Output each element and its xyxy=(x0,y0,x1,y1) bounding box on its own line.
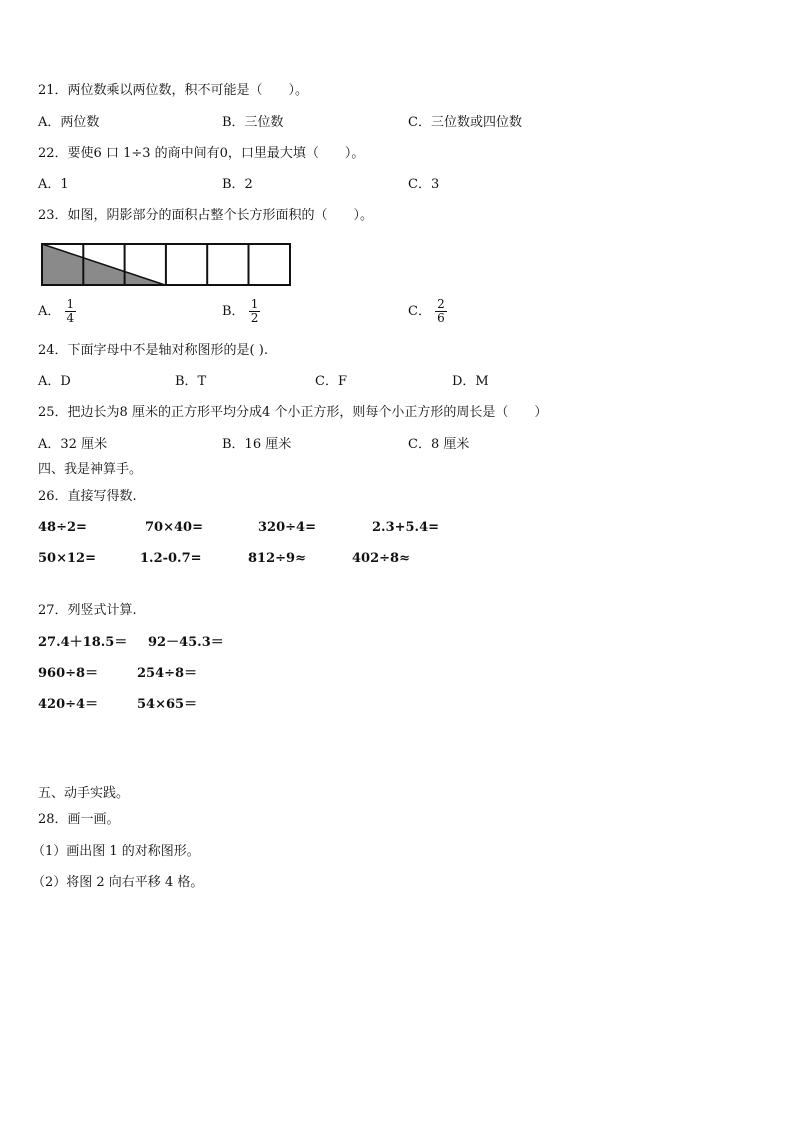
q27-expr-3: 960÷8＝ xyxy=(38,666,99,681)
q25-option-c: C．8 厘米 xyxy=(408,437,470,452)
q21-option-b: B．三位数 xyxy=(222,115,284,130)
q25-option-a: A．32 厘米 xyxy=(38,437,108,452)
q27-expr-5: 420÷4＝ xyxy=(38,697,99,712)
q23-option-c-denominator: 6 xyxy=(437,311,445,325)
q23-option-b-denominator: 2 xyxy=(250,311,259,325)
q23-option-c-fraction xyxy=(435,298,447,325)
q23-option-b-numerator: 1 xyxy=(250,297,259,311)
q26-expr-4: 2.3+5.4= xyxy=(372,520,440,535)
q28-sub-2: （2）将图 2 向右平移 4 格。 xyxy=(32,875,204,890)
q21-option-c: C．三位数或四位数 xyxy=(408,115,522,130)
q28-stem: 28．画一画。 xyxy=(38,812,120,827)
q24-option-a: A．D xyxy=(38,374,71,389)
q26-expr-3: 320÷4= xyxy=(258,520,316,535)
q24-option-c: C．F xyxy=(315,374,347,389)
q22-stem: 22．要使6 口 1÷3 的商中间有0，口里最大填（ ）。 xyxy=(38,146,365,161)
q26-expr-1: 48÷2= xyxy=(38,520,87,535)
q26-expr-6: 1.2-0.7= xyxy=(140,551,202,566)
q23-option-c xyxy=(408,298,447,325)
q23-option-b xyxy=(222,298,260,325)
q28-sub-1: （1）画出图 1 的对称图形。 xyxy=(32,844,200,859)
q22-option-c: C．3 xyxy=(408,177,440,192)
section-4-heading: 四、我是神算手。 xyxy=(38,462,143,477)
q22-option-b: B．2 xyxy=(222,177,253,192)
q24-stem: 24．下面字母中不是轴对称图形的是( ). xyxy=(38,343,268,358)
q26-expr-5: 50×12= xyxy=(38,551,96,566)
q24-option-b: B．T xyxy=(175,374,207,389)
q25-stem: 25．把边长为8 厘米的正方形平均分成4 个小正方形，则每个小正方形的周长是（ ） xyxy=(38,405,548,420)
q23-option-a-fraction xyxy=(65,298,77,325)
q23-stem: 23．如图，阴影部分的面积占整个长方形面积的（ ）。 xyxy=(38,208,374,223)
q27-expr-4: 254÷8＝ xyxy=(137,666,198,681)
q26-expr-8: 402÷8≈ xyxy=(352,551,410,566)
q25-option-b: B．16 厘米 xyxy=(222,437,292,452)
q27-expr-1: 27.4＋18.5＝ xyxy=(38,635,128,650)
q24-option-d: D．M xyxy=(452,374,489,389)
q23-option-c-label: C． xyxy=(408,304,431,319)
q23-option-a xyxy=(38,298,76,325)
q26-expr-7: 812÷9≈ xyxy=(248,551,306,566)
q27-expr-6: 54×65＝ xyxy=(137,697,198,712)
q23-option-a-label: A． xyxy=(38,304,61,319)
q23-option-b-label: B． xyxy=(222,304,245,319)
q27-expr-2: 92－45.3＝ xyxy=(148,635,224,650)
q21-option-a: A．两位数 xyxy=(38,115,100,130)
q23-option-c-numerator: 2 xyxy=(437,297,445,311)
q22-option-a: A．1 xyxy=(38,177,69,192)
section-5-heading: 五、动手实践。 xyxy=(38,786,130,801)
q21-stem: 21．两位数乘以两位数，积不可能是（ ）。 xyxy=(38,83,309,98)
q26-expr-2: 70×40= xyxy=(145,520,203,535)
q23-option-b-fraction xyxy=(249,298,261,325)
q27-stem: 27．列竖式计算. xyxy=(38,603,137,618)
q26-stem: 26．直接写得数. xyxy=(38,489,137,504)
q23-option-a-numerator: 1 xyxy=(66,297,75,311)
q23-rectangle-figure xyxy=(41,243,292,286)
q23-option-a-denominator: 4 xyxy=(66,311,75,325)
